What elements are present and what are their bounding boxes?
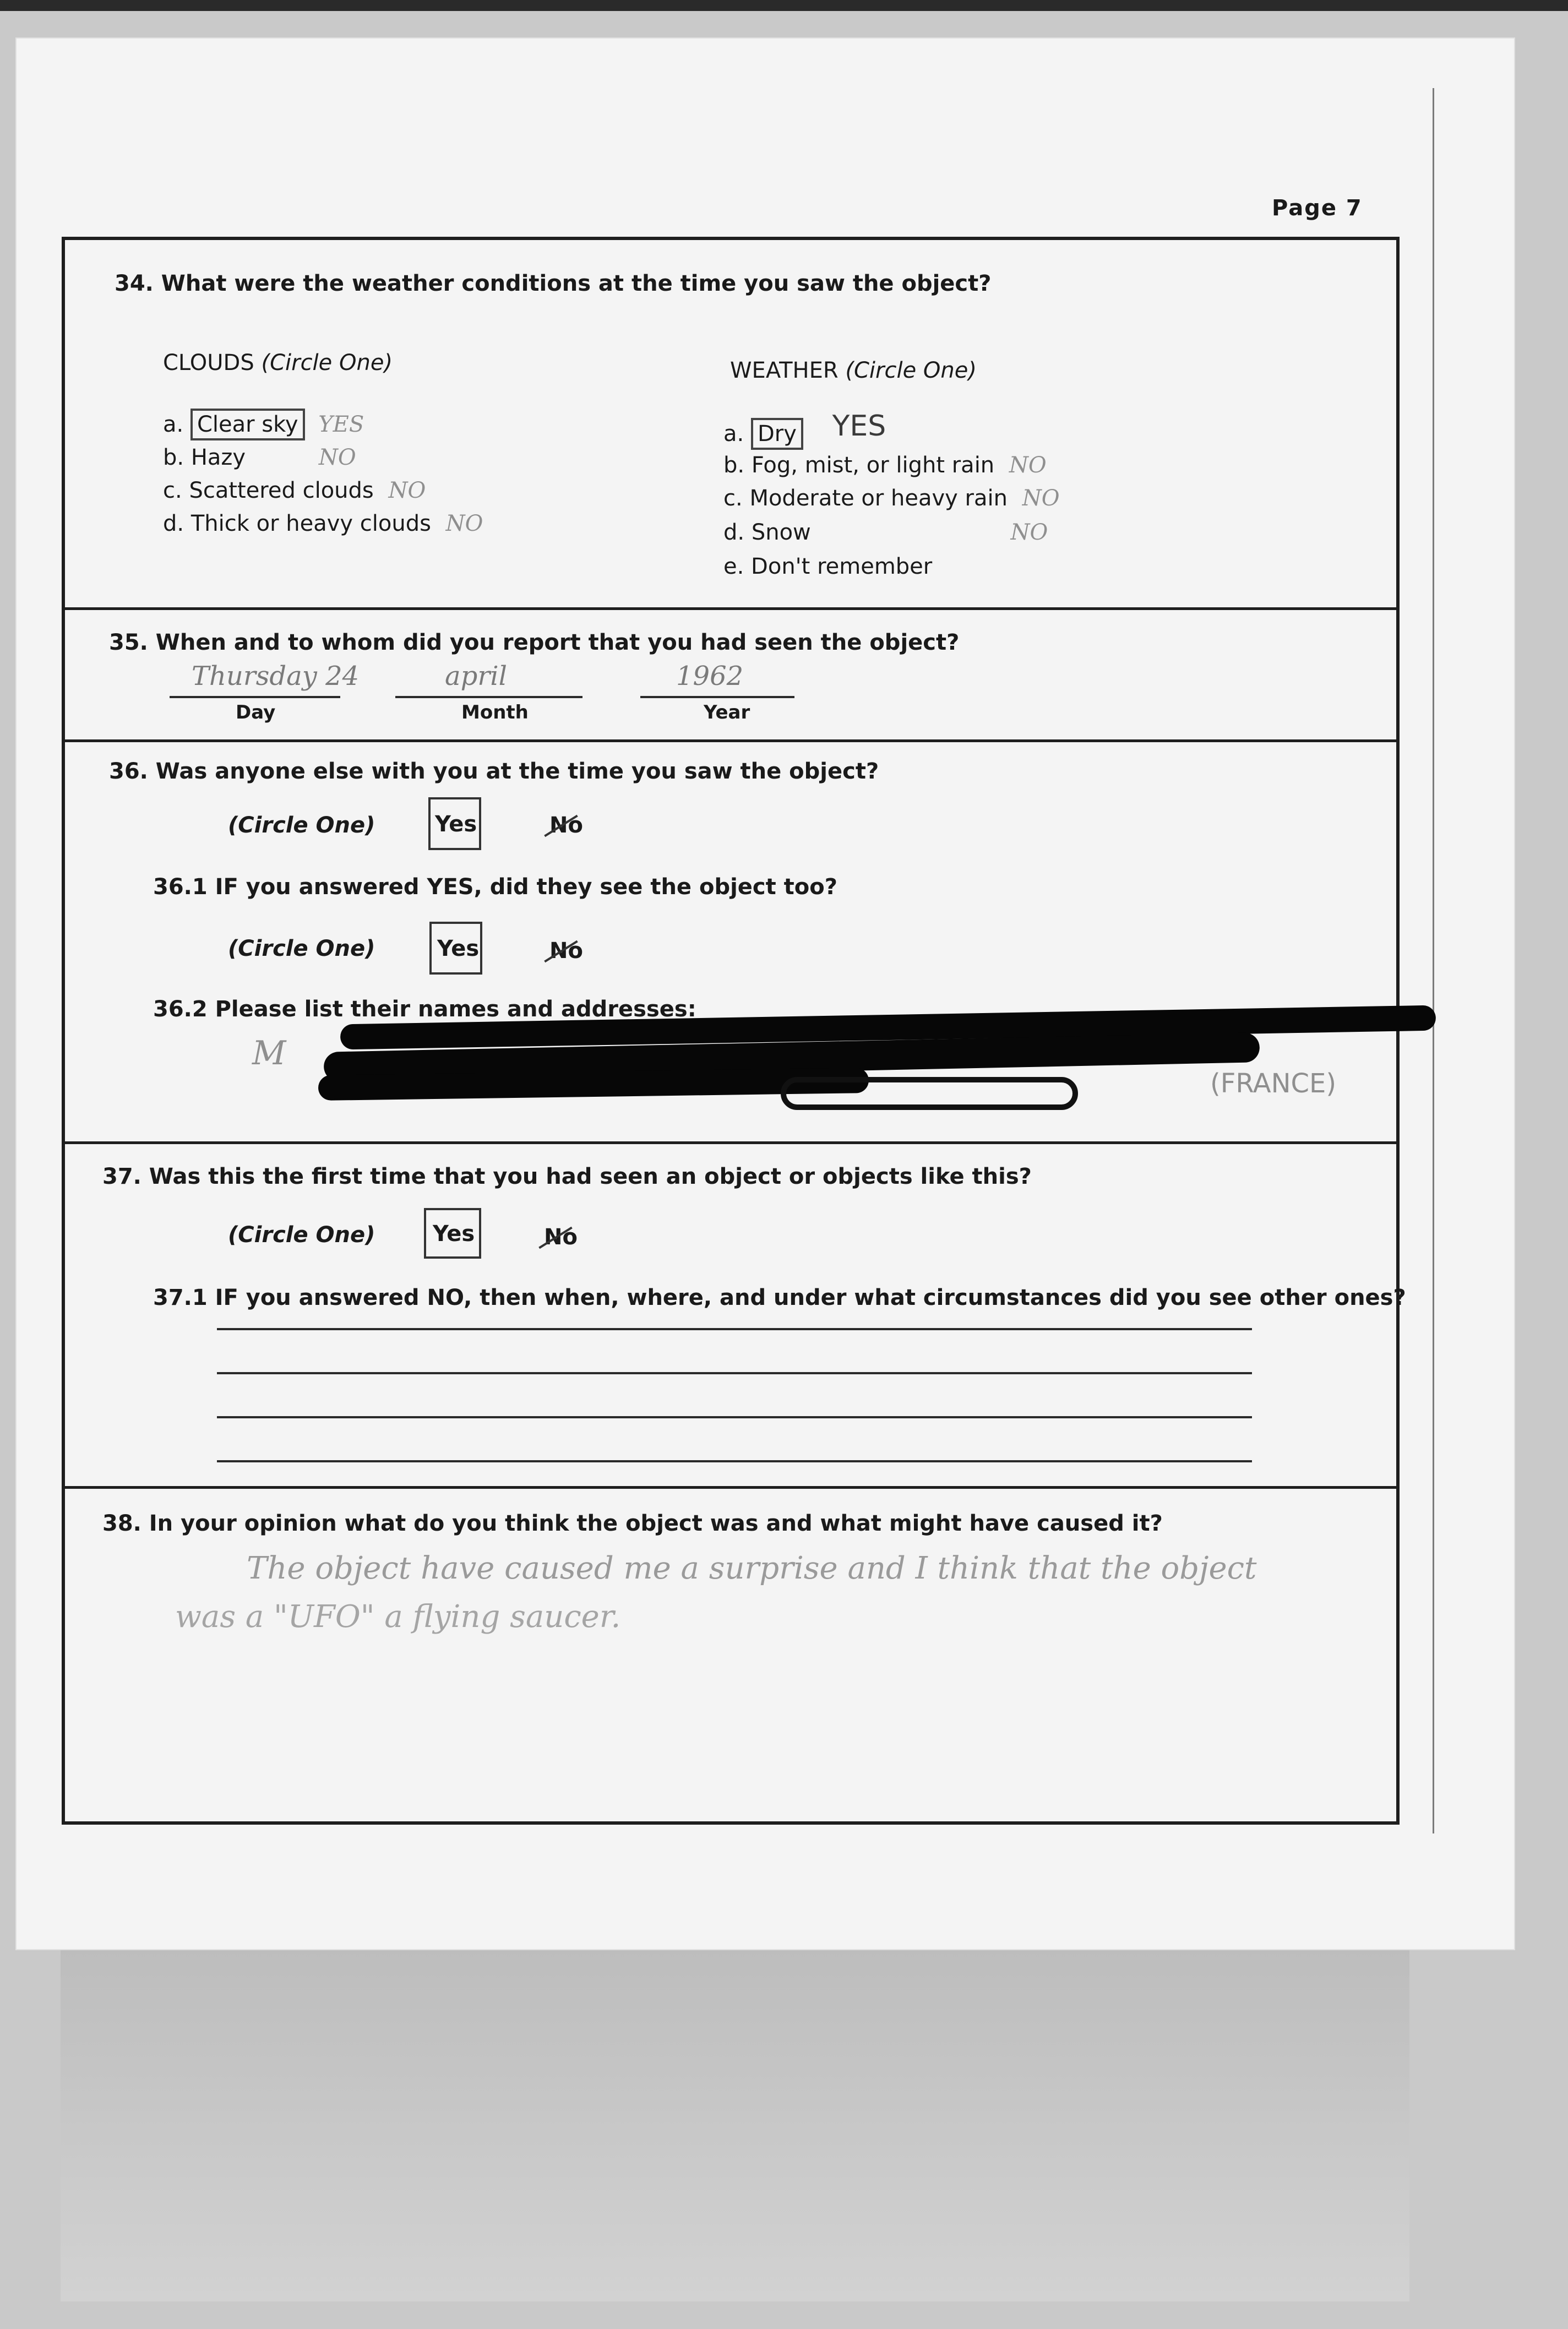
- question-38: 38. In your opinion what do you think the object was and what might have caused it?: [102, 1511, 1163, 1536]
- answer-yes-37: Yes: [433, 1221, 475, 1247]
- weather-option-d: [723, 520, 1048, 545]
- option-letter: c.: [723, 486, 743, 511]
- section-35: [65, 610, 1396, 742]
- handwritten-opinion-line2: was a "UFO" a flying saucer.: [175, 1599, 621, 1635]
- handwritten-answer: NO: [388, 478, 426, 503]
- option-label: Clear sky: [190, 409, 305, 440]
- option-label: Don't remember: [751, 554, 933, 579]
- option-letter: c.: [163, 478, 182, 503]
- day-value: Thursday 24: [192, 661, 360, 692]
- questionnaire-form: [62, 237, 1406, 1825]
- clouds-option-a: [163, 412, 364, 437]
- option-letter: a.: [723, 421, 744, 447]
- question-35: 35. When and to whom did you report that you had seen the object?: [109, 630, 960, 655]
- clouds-option-b: [163, 445, 356, 470]
- month-line: [395, 696, 582, 698]
- handwritten-opinion-line1: The object have caused me a surprise and I think that the object: [247, 1550, 1257, 1586]
- answer-yes-36: Yes: [435, 812, 477, 837]
- name-prefix: M: [252, 1034, 286, 1073]
- question-36-2: 36.2 Please list their names and addresses:: [153, 997, 696, 1022]
- answer-line: [217, 1416, 1252, 1418]
- weather-option-b: [723, 453, 1047, 478]
- month-value: april: [445, 661, 507, 692]
- weather-heading-label: WEATHER: [730, 358, 839, 383]
- option-label: Fog, mist, or light rain: [751, 453, 995, 478]
- handwritten-answer: NO: [445, 511, 483, 536]
- month-label: Month: [461, 701, 529, 723]
- year-value: 1962: [676, 661, 744, 692]
- option-label: Moderate or heavy rain: [749, 486, 1008, 511]
- option-letter: d.: [163, 511, 184, 536]
- handwritten-answer: NO: [1009, 453, 1047, 478]
- circle-one-36-1: (Circle One): [228, 936, 375, 961]
- clouds-option-c: [163, 478, 426, 503]
- handwritten-answer: YES: [318, 412, 364, 437]
- redaction-bar: [781, 1077, 1078, 1110]
- answer-line: [217, 1372, 1252, 1374]
- circle-one-36: (Circle One): [228, 813, 375, 838]
- weather-circle-one: (Circle One): [845, 358, 977, 383]
- answer-yes-36-1: Yes: [437, 936, 480, 961]
- option-letter: b.: [723, 453, 745, 478]
- handwritten-answer: NO: [318, 445, 356, 470]
- section-34: [65, 240, 1396, 610]
- option-label: Dry: [751, 418, 803, 450]
- section-37: [65, 1144, 1406, 1489]
- clouds-heading-label: CLOUDS: [163, 350, 254, 376]
- question-34: 34. What were the weather conditions at the time you saw the object?: [115, 271, 992, 296]
- answer-line: [217, 1460, 1252, 1462]
- option-label: Snow: [751, 520, 811, 545]
- scan-backing: [61, 1949, 1409, 2301]
- clouds-option-d: [163, 511, 483, 536]
- answer-line: [217, 1328, 1252, 1330]
- circle-one-37: (Circle One): [228, 1222, 375, 1248]
- section-36: [65, 742, 1396, 1144]
- option-label: Thick or heavy clouds: [190, 511, 431, 536]
- option-letter: b.: [163, 445, 184, 470]
- question-37-1: 37.1 IF you answered NO, then when, where, and under what circumstances did you see other ones?: [153, 1285, 1406, 1310]
- question-37: 37. Was this the first time that you had seen an object or objects like this?: [102, 1164, 1032, 1189]
- scan-border: [0, 0, 1568, 11]
- handwritten-answer: YES: [832, 410, 886, 443]
- option-label: Scattered clouds: [189, 478, 374, 503]
- weather-option-c: [723, 486, 1060, 511]
- weather-option-a: [723, 410, 886, 448]
- option-letter: d.: [723, 520, 745, 545]
- page-number: Page 7: [1272, 195, 1363, 221]
- year-label: Year: [704, 701, 750, 723]
- handwritten-answer: NO: [1010, 520, 1048, 545]
- answer-no-36-1: No: [549, 938, 583, 964]
- handwritten-answer: NO: [1022, 486, 1060, 511]
- weather-option-e: [723, 554, 932, 579]
- answer-no-36: No: [549, 813, 583, 838]
- day-line: [170, 696, 340, 698]
- clouds-circle-one: (Circle One): [261, 350, 393, 376]
- country-text: (FRANCE): [1210, 1068, 1337, 1099]
- page-edge-line: [1433, 88, 1434, 1833]
- day-label: Day: [236, 701, 276, 723]
- year-line: [640, 696, 794, 698]
- weather-heading: [730, 358, 977, 383]
- option-label: Hazy: [190, 445, 246, 470]
- answer-no-37: No: [544, 1225, 578, 1250]
- section-38: [65, 1489, 1396, 1821]
- clouds-heading: [163, 350, 393, 376]
- question-36: 36. Was anyone else with you at the time you saw the object?: [109, 759, 879, 784]
- question-36-1: 36.1 IF you answered YES, did they see the object too?: [153, 874, 837, 900]
- option-letter: e.: [723, 554, 744, 579]
- option-letter: a.: [163, 412, 184, 437]
